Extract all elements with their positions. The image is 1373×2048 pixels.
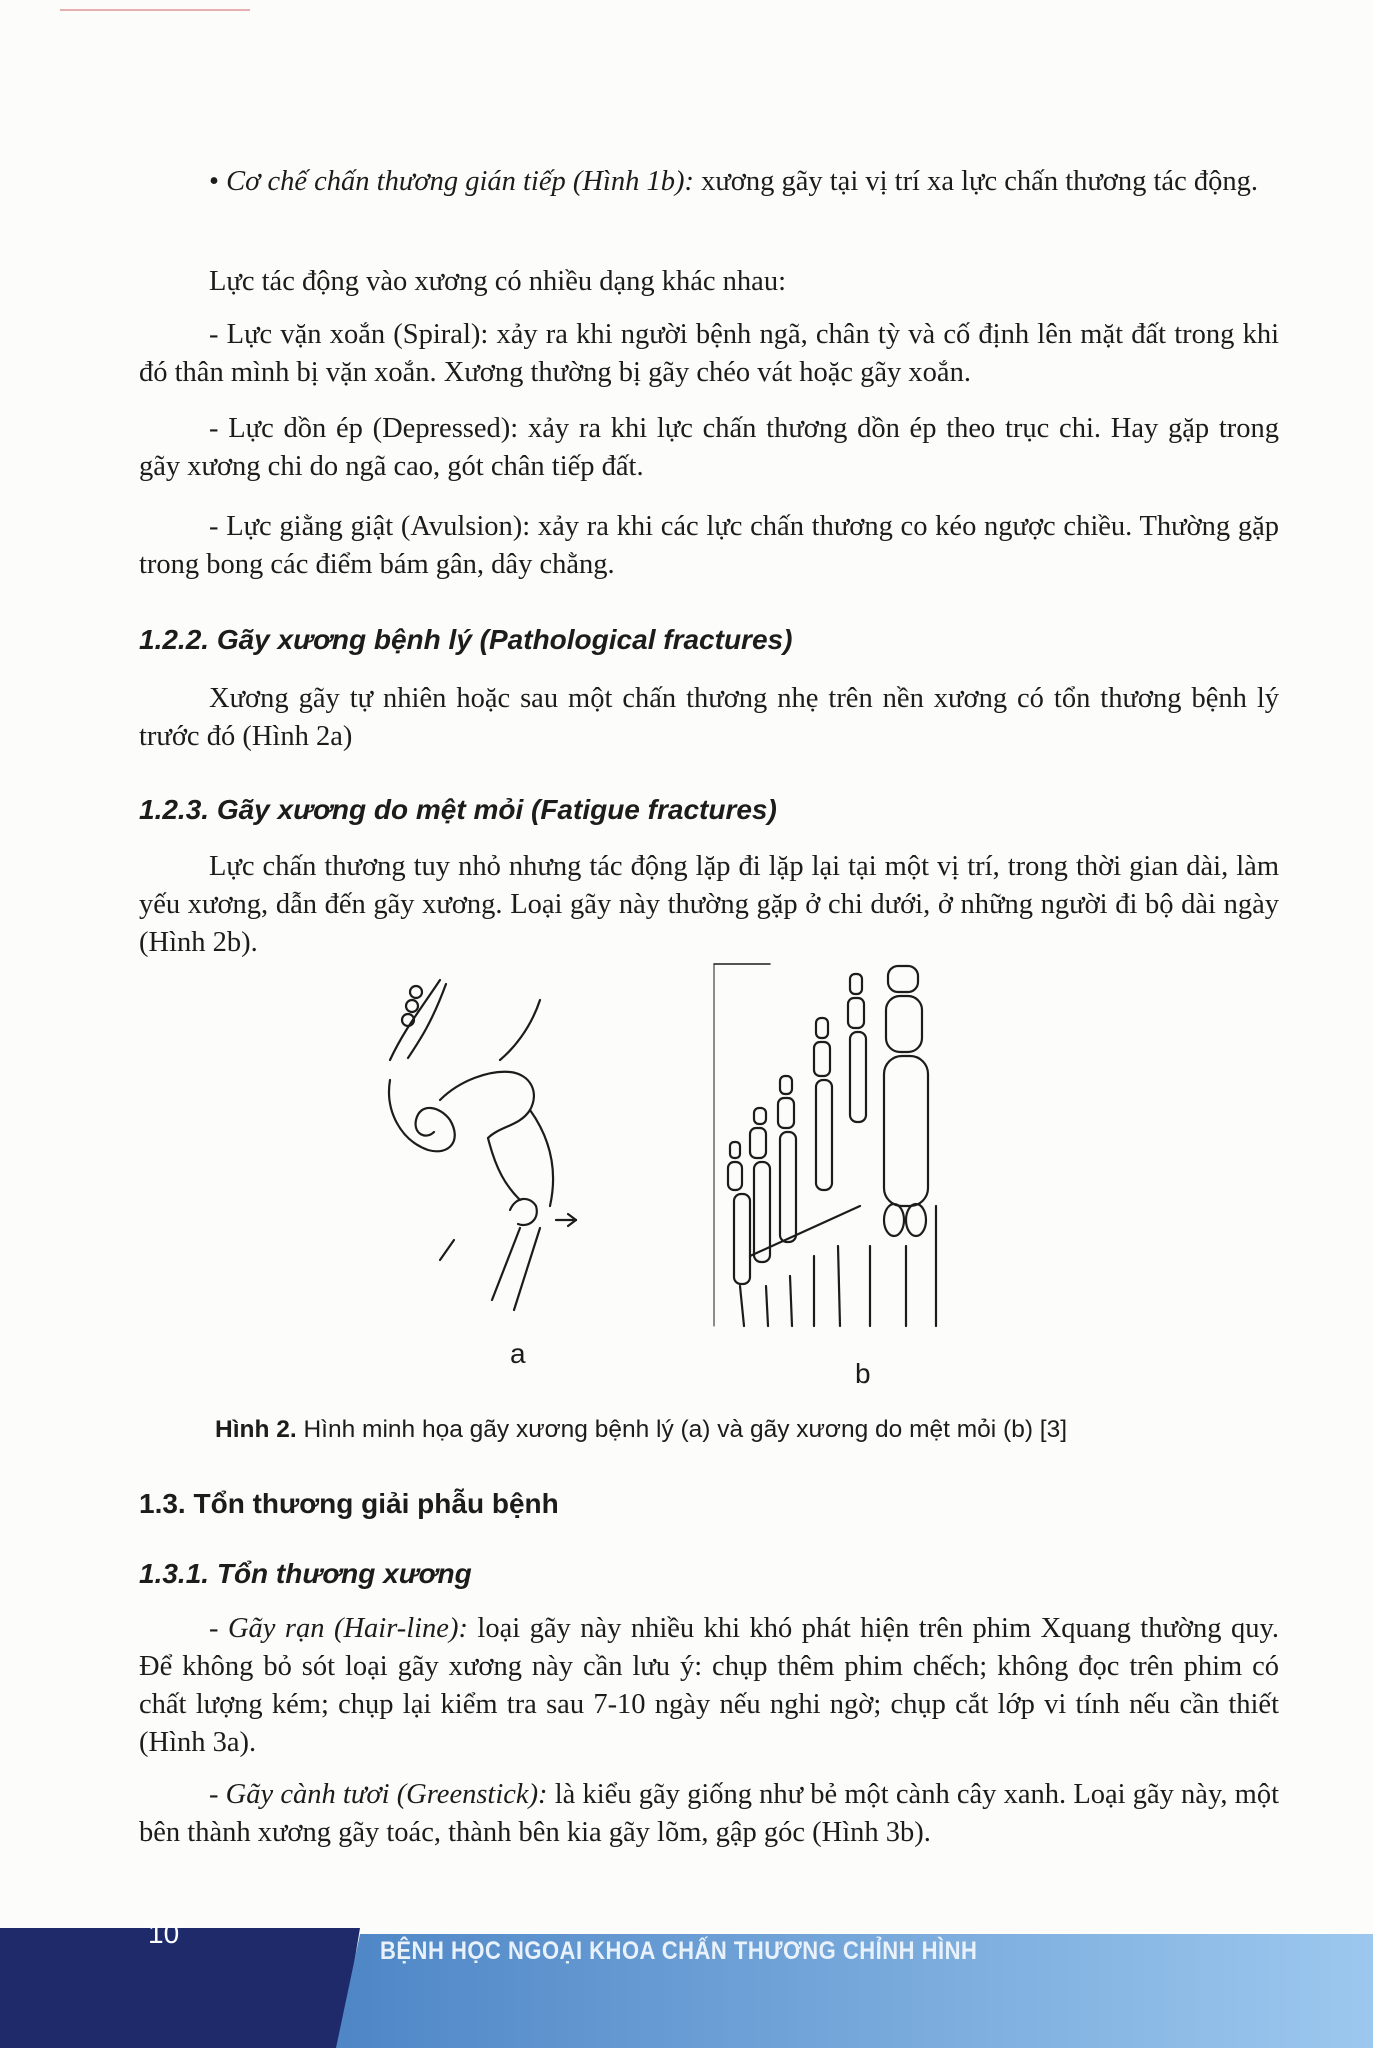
force-avulsion: - Lực giằng giật (Avulsion): xảy ra khi các lực chấn thương co kéo ngược chiều. Thường gặp trong bong các điểm bám gân, dây chằng. — [139, 511, 1279, 580]
femur-illustration — [380, 970, 640, 1330]
top-rule — [60, 9, 250, 11]
greenstick-text: là kiểu gãy giống như bẻ một cành cây xanh. Loại gãy này, một bên thành xương gãy toác, thành bên kia gãy lõm, gập góc (Hình 3b). — [139, 1779, 1279, 1848]
mechanism-paragraph — [139, 163, 1279, 201]
mechanism-text: xương gãy tại vị trí xa lực chấn thương tác động. — [693, 166, 1258, 197]
foot-illustration — [710, 956, 1010, 1346]
figure-label-a: a — [510, 1338, 526, 1369]
figure-2 — [380, 970, 1000, 1390]
caption-text: Hình minh họa gãy xương bệnh lý (a) và gãy xương do mệt mỏi (b) [3] — [296, 1416, 1068, 1443]
bullet: • — [209, 166, 219, 197]
hairline-text: loại gãy này nhiều khi khó phát hiện trên phim Xquang thường quy. Để không bỏ sót loại gãy xương này cần lưu ý: chụp thêm phim chếch; không đọc trên phim có chất lượng kém; chụp lại kiểm tra sau 7-10 ngày nếu nghi ngờ; chụp cắt lớp vi tính nếu cần thiết (Hình 3a). — [139, 1613, 1279, 1758]
page-number: 10 — [148, 1918, 180, 1949]
fatigue-text: Lực chấn thương tuy nhỏ nhưng tác động lặp đi lặp lại tại một vị trí, trong thời gian dài, làm yếu xương, dẫn đến gãy xương. Loại gãy này thường gặp ở chi dưới, ở những người đi bộ dài ngày (Hình 2b). — [139, 851, 1279, 958]
heading-1-3-1: 1.3.1. Tổn thương xương — [139, 1558, 472, 1589]
force-depressed: - Lực dồn ép (Depressed): xảy ra khi lực chấn thương dồn ép theo trục chi. Hay gặp trong gãy xương chi do ngã cao, gót chân tiếp đất. — [139, 413, 1279, 482]
heading-1-2-2: 1.2.2. Gãy xương bệnh lý (Pathological fractures) — [139, 624, 793, 655]
force-spiral: - Lực vặn xoắn (Spiral): xảy ra khi người bệnh ngã, chân tỳ và cố định lên mặt đất trong khi đó thân mình bị vặn xoắn. Xương thường bị gãy chéo vát hoặc gãy xoắn. — [139, 319, 1279, 388]
hairline-lead: - Gãy rạn (Hair-line): — [209, 1613, 468, 1644]
greenstick-lead: - Gãy cành tươi (Greenstick): — [209, 1779, 548, 1810]
hairline-paragraph — [139, 1610, 1279, 1762]
greenstick-paragraph — [139, 1776, 1279, 1852]
heading-1-2-3: 1.2.3. Gãy xương do mệt mỏi (Fatigue fractures) — [139, 794, 777, 825]
figure-caption — [215, 1416, 1215, 1444]
forces-intro: Lực tác động vào xương có nhiều dạng khác nhau: — [209, 266, 786, 297]
caption-label: Hình 2. — [215, 1416, 297, 1443]
pathological-text: Xương gãy tự nhiên hoặc sau một chấn thương nhẹ trên nền xương có tổn thương bệnh lý trước đó (Hình 2a) — [139, 683, 1279, 752]
heading-1-3: 1.3. Tổn thương giải phẫu bệnh — [139, 1488, 559, 1519]
mechanism-lead: Cơ chế chấn thương gián tiếp (Hình 1b): — [226, 166, 694, 197]
figure-label-b: b — [855, 1358, 871, 1389]
book-title: BỆNH HỌC NGOẠI KHOA CHẤN THƯƠNG CHỈNH HÌNH — [380, 1936, 978, 1965]
